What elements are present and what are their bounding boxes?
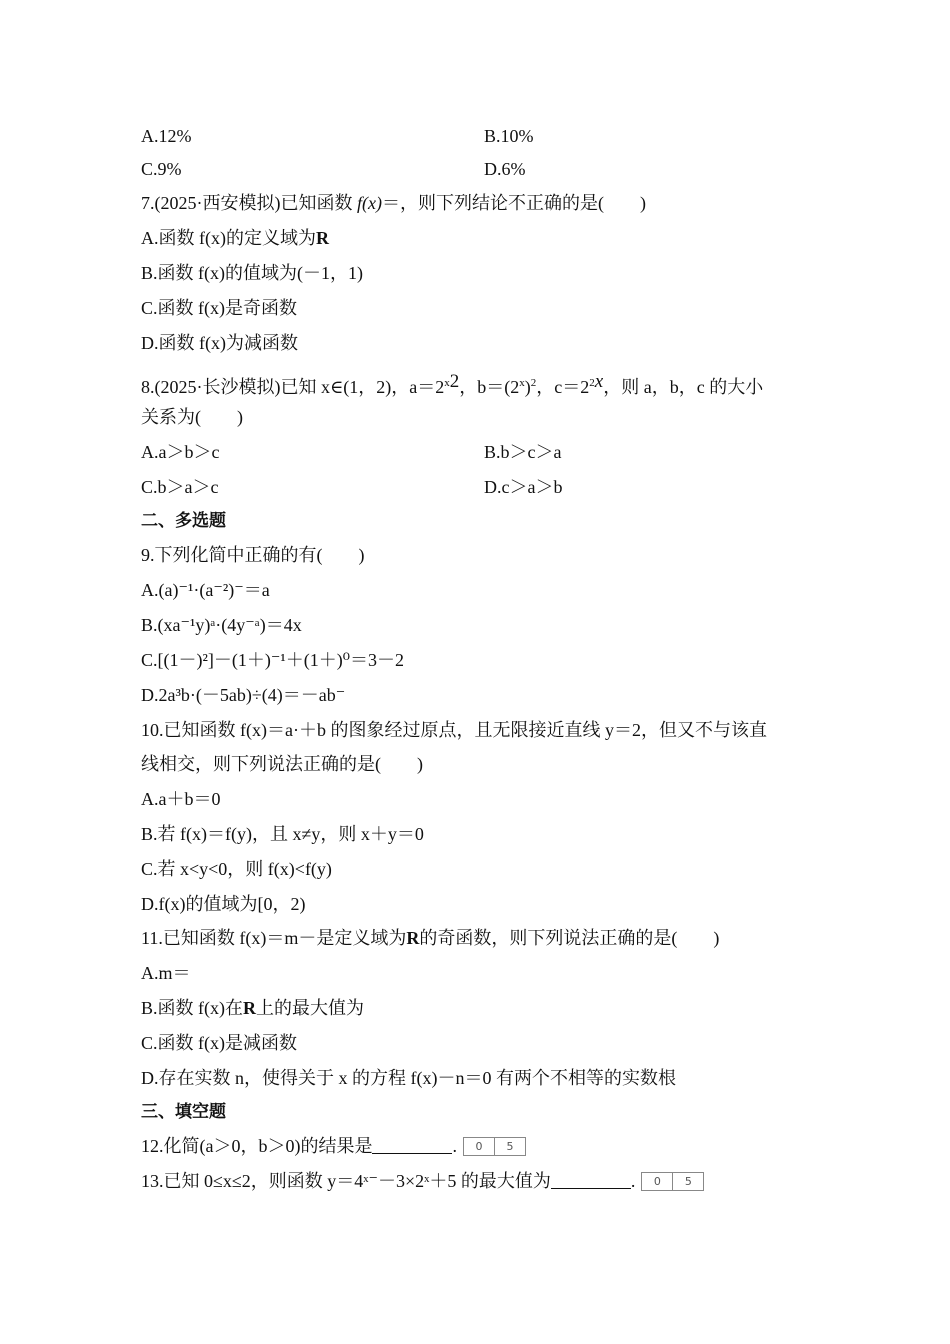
q13-answer-blank[interactable] [551, 1171, 631, 1189]
q12-answer-blank[interactable] [372, 1136, 452, 1154]
q12-stem: 12.化简(a＞0，b＞0)的结果是 . 0 5 [141, 1134, 526, 1158]
q8-option-b: B.b＞c＞a [484, 442, 562, 462]
q8-option-c: C.b＞a＞c [141, 477, 219, 497]
q7-option-a: A.函数 f(x)的定义域为R [141, 228, 329, 248]
q8-option-d: D.c＞a＞b [484, 477, 563, 497]
q9-option-a: A.(a)⁻¹·(a⁻²)⁻＝a [141, 580, 270, 600]
q11-option-b: B.函数 f(x)在R上的最大值为 [141, 998, 364, 1018]
q9-stem: 9.下列化简中正确的有( ) [141, 545, 365, 565]
q11-option-a: A.m＝ [141, 963, 191, 983]
section-heading-multiple-choice: 二、多选题 [141, 511, 226, 531]
q10-stem-line1: 10.已知函数 f(x)＝a·＋b 的图象经过原点，且无限接近直线 y＝2，但又不与该直 [141, 720, 767, 740]
q10-option-a: A.a＋b＝0 [141, 789, 221, 809]
q10-option-b: B.若 f(x)＝f(y)，且 x≠y，则 x＋y＝0 [141, 824, 424, 844]
q6-option-c: C.9% [141, 159, 182, 179]
q11-option-d: D.存在实数 n，使得关于 x 的方程 f(x)－n＝0 有两个不相等的实数根 [141, 1068, 676, 1088]
q6-option-a: A.12% [141, 126, 192, 146]
q11-stem: 11.已知函数 f(x)＝m－是定义域为R的奇函数，则下列说法正确的是( ) [141, 928, 720, 948]
q10-option-c: C.若 x<y<0，则 f(x)<f(y) [141, 859, 332, 879]
q8-option-a: A.a＞b＞c [141, 442, 220, 462]
q11-option-c: C.函数 f(x)是减函数 [141, 1033, 297, 1053]
q6-option-b: B.10% [484, 126, 534, 146]
q13-score-box: 0 5 [641, 1172, 704, 1191]
q7-option-d: D.函数 f(x)为减函数 [141, 333, 298, 353]
section-heading-fill-in: 三、填空题 [141, 1102, 226, 1122]
q7-option-b: B.函数 f(x)的值域为(－1，1) [141, 263, 363, 283]
q13-stem: 13.已知 0≤x≤2，则函数 y＝4ˣ⁻－3×2ˣ＋5 的最大值为 . 0 5 [141, 1169, 704, 1193]
q10-option-d: D.f(x)的值域为[0，2) [141, 894, 306, 914]
q9-option-c: C.[(1－)²]－(1＋)⁻¹＋(1＋)⁰＝3－2 [141, 650, 404, 670]
q7-option-c: C.函数 f(x)是奇函数 [141, 298, 297, 318]
q9-option-d: D.2a³b·(－5ab)÷(4)＝－ab⁻ [141, 685, 346, 705]
q6-option-d: D.6% [484, 159, 526, 179]
q9-option-b: B.(xa⁻¹y)ᵃ·(4y⁻ᵃ)＝4x [141, 615, 302, 635]
q12-score-box: 0 5 [463, 1137, 526, 1156]
q8-stem-line1: 8.(2025·长沙模拟)已知 x∈(1，2)，$a=2^x2$，$b=(2^x)^2$，$c=2^2x$，则 a，b，c 的大小 [141, 371, 764, 397]
q10-stem-line2: 线相交，则下列说法正确的是( ) [141, 754, 423, 774]
q8-stem-line2: 关系为( ) [141, 407, 243, 427]
q7-stem: 7.(2025·西安模拟)已知函数 f(x)＝，则下列结论不正确的是( ) [141, 193, 646, 213]
